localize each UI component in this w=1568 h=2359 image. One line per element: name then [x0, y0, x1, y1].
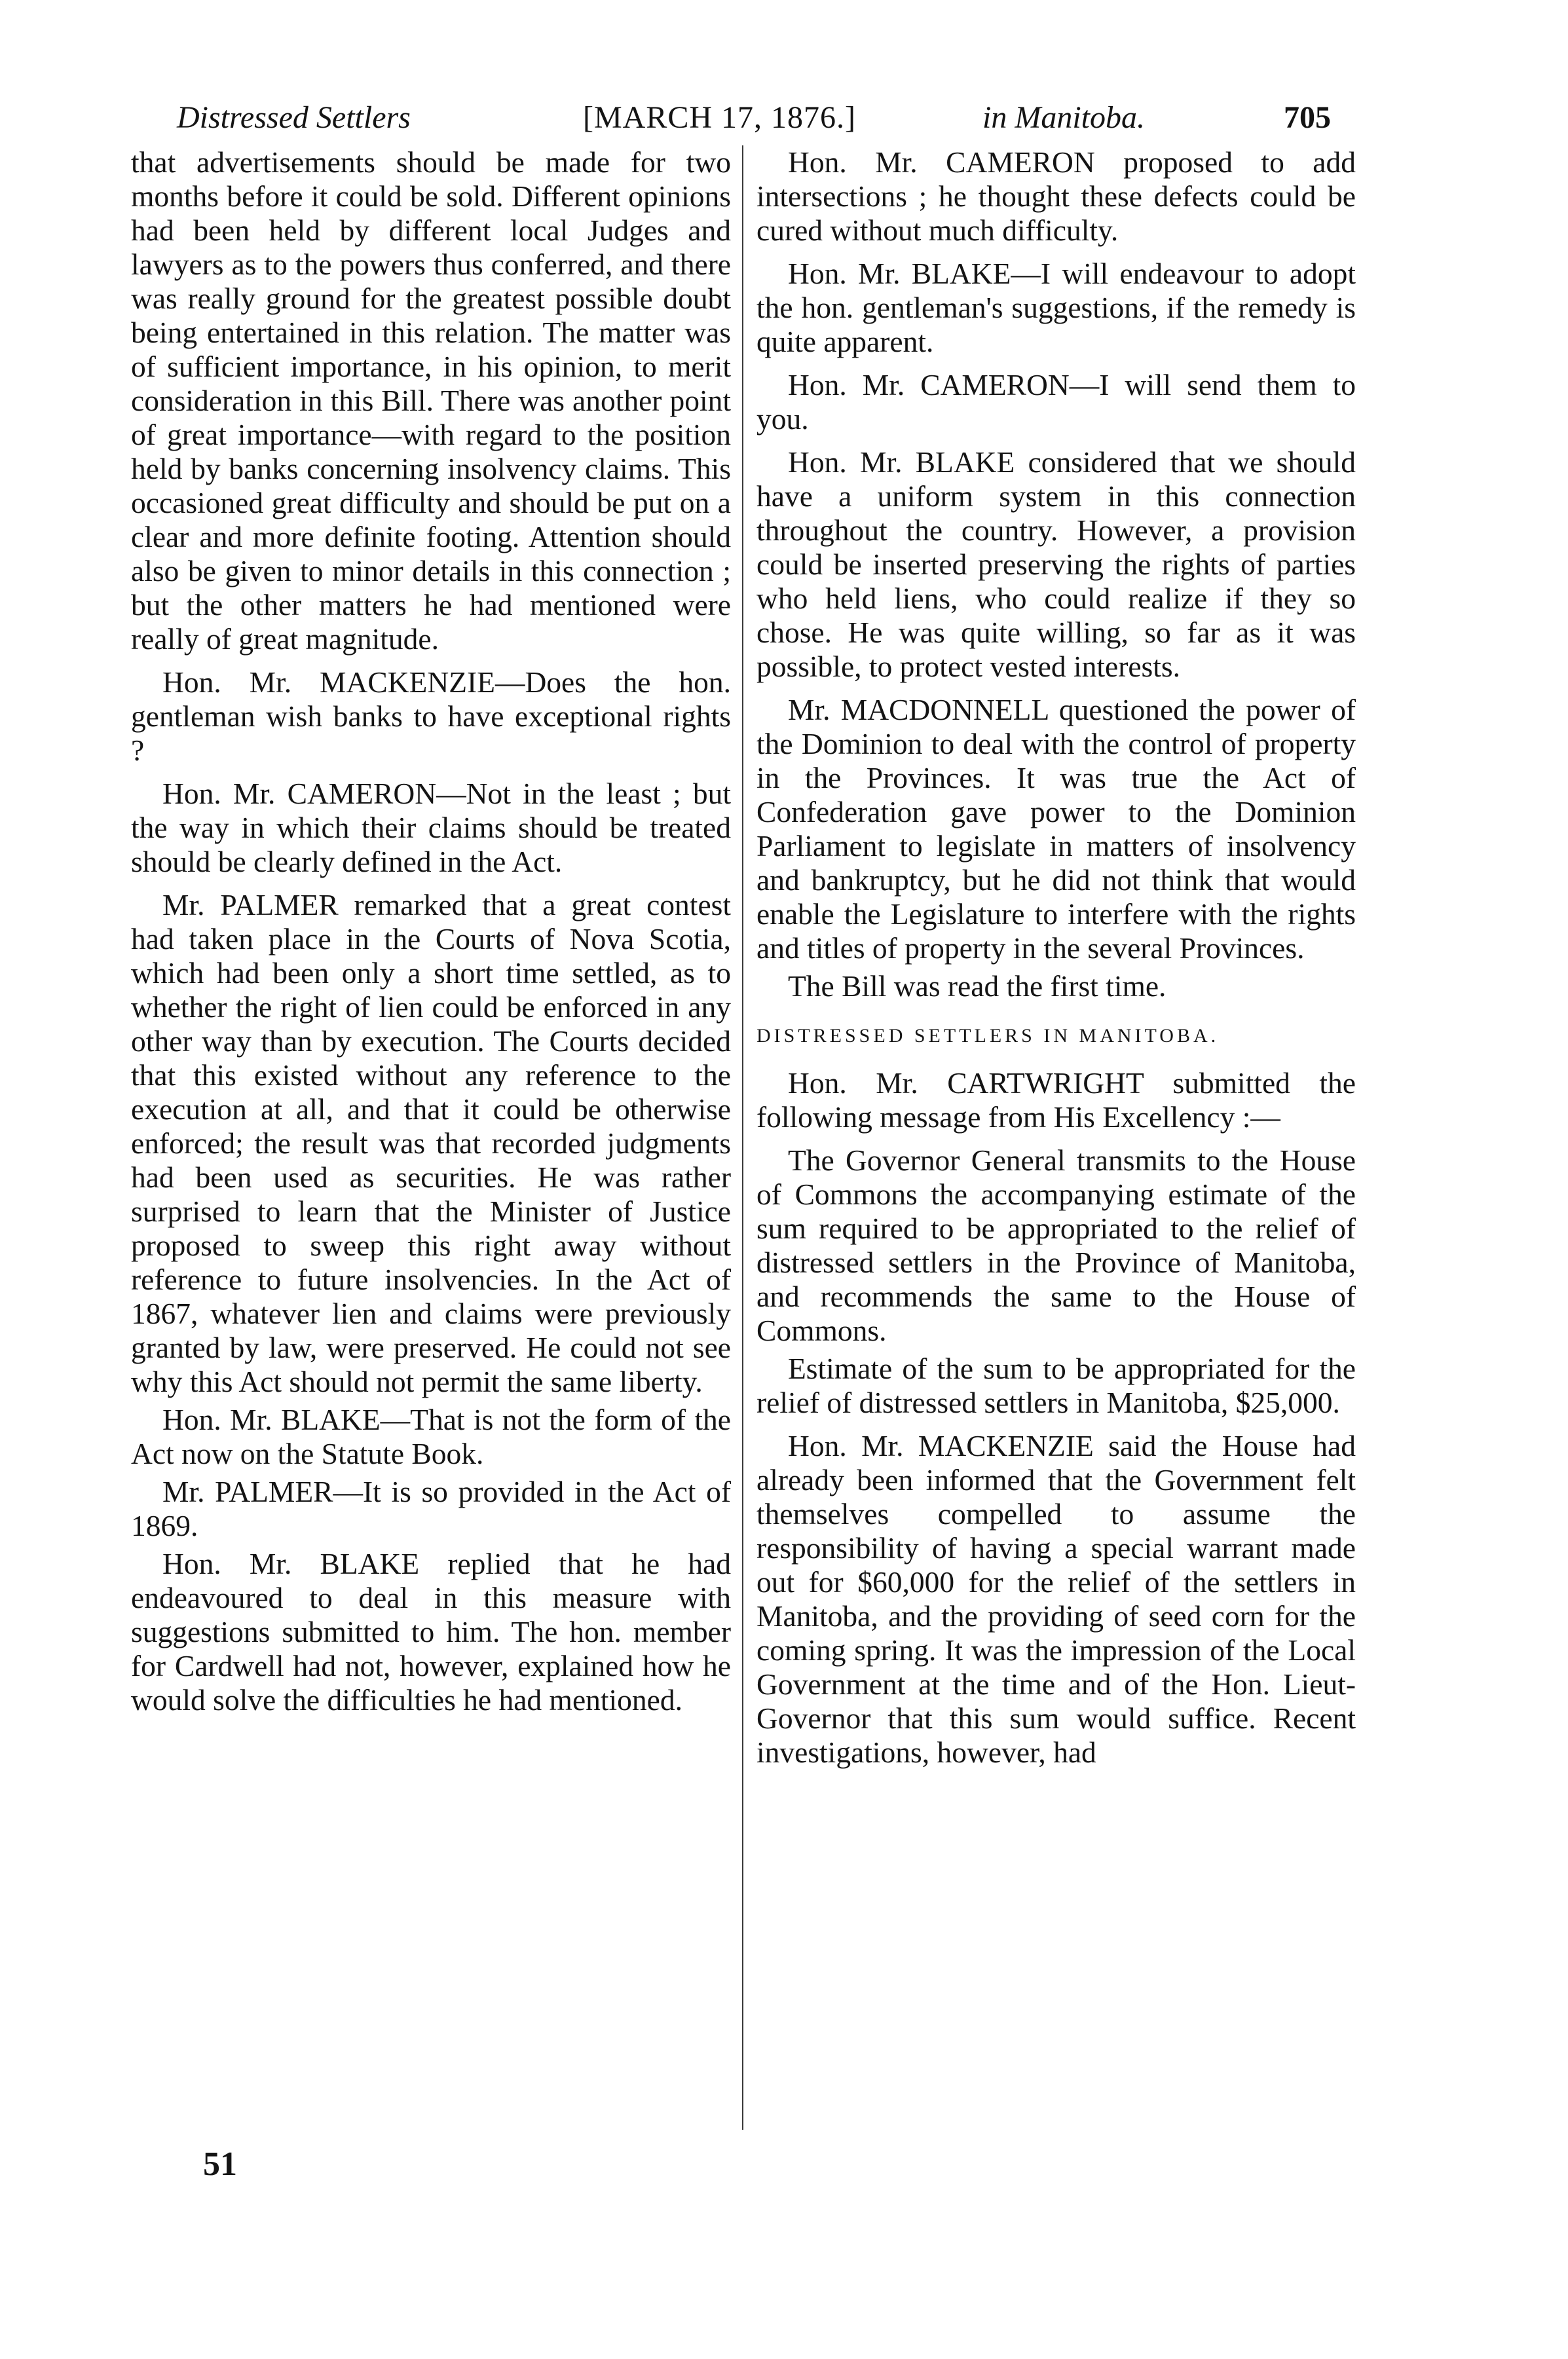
- paragraph: Hon. Mr. CAMERON—I will send them to you.: [756, 368, 1356, 436]
- section-heading: DISTRESSED SETTLERS IN MANITOBA.: [756, 1025, 1220, 1047]
- paragraph: Hon. Mr. BLAKE considered that we should have a uniform system in this connection throughout the country. However, a provision could be inserted preserving the rights of parties who held liens, who could realize if they so chose. He was quite willing, so far as it was possible, to protect vested interests.: [756, 445, 1356, 683]
- paragraph: Hon. Mr. BLAKE—I will endeavour to adopt the hon. gentleman's suggestions, if the remedy is quite apparent.: [756, 257, 1356, 358]
- right-column: [756, 145, 1356, 1770]
- paragraph: Hon. Mr. MACKENZIE said the House had already been informed that the Government felt themselves compelled to assume the responsibility of having a special warrant made out for $60,000 for the relief of the settlers in Manitoba, and the providing of seed corn for the coming spring. It was the impression of the Local Government at the time and of the Hon. Lieut-Governor that this sum would suffice. Recent investigations, however, had: [756, 1429, 1356, 1769]
- paragraph: The Bill was read the first time.: [788, 969, 1167, 1003]
- running-header: [131, 92, 1343, 144]
- header-date: [MARCH 17, 1876.]: [583, 100, 857, 135]
- paragraph: Estimate of the sum to be appropriated for the relief of distressed settlers in Manitoba, $25,000.: [756, 1352, 1356, 1419]
- paragraph: Mr. PALMER remarked that a great contest had taken place in the Courts of Nova Scotia, which had been only a short time settled, as to whether the right of lien could be enforced in any other way than by execution. The Courts decided that this existed without any reference to the execution at all, and that it could be otherwise enforced; the result was that recorded judgments had been used as securities. He was rather surprised to learn that the Minister of Justice proposed to sweep this right away without reference to future insolvencies. In the Act of 1867, whatever lien and claims were previously granted by law, were preserved. He could not see why this Act should not permit the same liberty.: [131, 888, 731, 1398]
- paragraph: Mr. PALMER—It is so provided in the Act of 1869.: [131, 1475, 731, 1542]
- paragraph: Hon. Mr. CAMERON—Not in the least ; but the way in which their claims should be treated should be clearly defined in the Act.: [131, 777, 731, 878]
- paragraph: Hon. Mr. MACKENZIE—Does the hon. gentleman wish banks to have exceptional rights ?: [131, 665, 731, 767]
- signature-mark: 51: [203, 2145, 237, 2183]
- paragraph: Hon. Mr. CARTWRIGHT submitted the following message from His Excellency :—: [756, 1066, 1356, 1134]
- header-left-title: Distressed Settlers: [177, 100, 411, 135]
- column-divider: [742, 145, 743, 2130]
- page-number: 705: [1284, 100, 1331, 135]
- left-column: [131, 145, 731, 1717]
- paragraph: Hon. Mr. CAMERON proposed to add intersections ; he thought these defects could be cured without much difficulty.: [756, 145, 1356, 247]
- paragraph: that advertisements should be made for two months before it could be sold. Different opinions had been held by different local Judges and lawyers as to the powers thus conferred, and there was really ground for the greatest possible doubt being entertained in this relation. The matter was of sufficient importance, in his opinion, to merit consideration in this Bill. There was another point of great importance—with regard to the position held by banks concerning insolvency claims. This occasioned great difficulty and should be put on a clear and more definite footing. Attention should also be given to minor details in this connection ; but the other matters he had mentioned were really of great magnitude.: [131, 145, 731, 656]
- header-right-title: in Manitoba.: [982, 100, 1145, 135]
- paragraph: Hon. Mr. BLAKE replied that he had endeavoured to deal in this measure with suggestions submitted to him. The hon. member for Cardwell had not, however, explained how he would solve the difficulties he had mentioned.: [131, 1547, 731, 1717]
- paragraph: Mr. MACDONNELL questioned the power of the Dominion to deal with the control of property in the Provinces. It was true the Act of Confederation gave power to the Dominion Parliament to legislate in matters of insolvency and bankruptcy, but he did not think that would enable the Legislature to interfere with the rights and titles of property in the several Provinces.: [756, 693, 1356, 965]
- paragraph: The Governor General transmits to the House of Commons the accompanying estimate of the sum required to be appropriated to the relief of distressed settlers in the Province of Manitoba, and recommends the same to the House of Commons.: [756, 1143, 1356, 1347]
- paragraph: Hon. Mr. BLAKE—That is not the form of the Act now on the Statute Book.: [131, 1403, 731, 1470]
